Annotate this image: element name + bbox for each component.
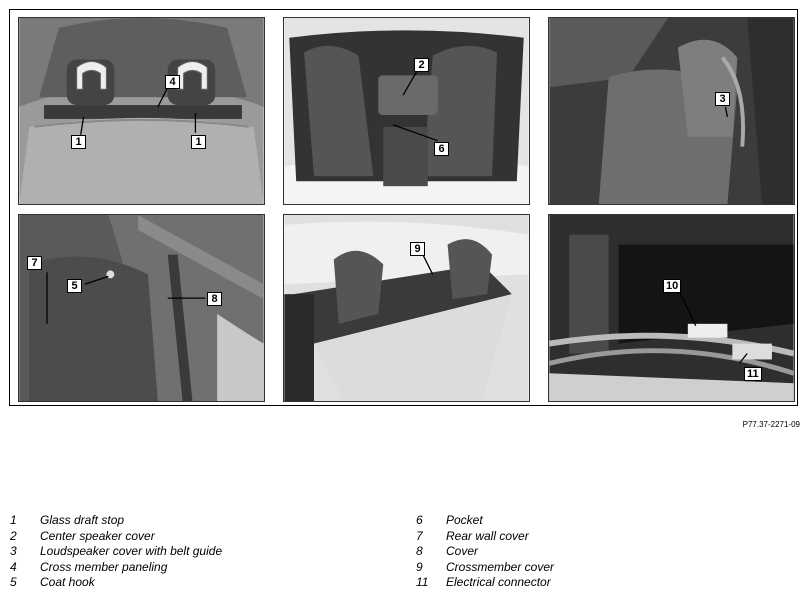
- callout-1b: 1: [191, 135, 206, 149]
- figure-reference: P77.37-2271-09: [742, 420, 800, 429]
- legend-right: [416, 513, 554, 591]
- callout-2: 2: [414, 58, 429, 72]
- photo-crossmember: [284, 215, 529, 401]
- photo-convertible-top-view: [19, 18, 264, 204]
- legend-item: 7 Rear wall cover: [416, 528, 529, 543]
- legend-item: 2 Center speaker cover: [10, 528, 155, 543]
- legend-item: 8 Cover: [416, 544, 479, 558]
- callout-9: 9: [410, 242, 425, 256]
- callout-5: 5: [67, 279, 82, 293]
- callout-1a: 1: [71, 135, 86, 149]
- callout-6: 6: [434, 142, 449, 156]
- photo-seats-rear-view: [284, 18, 529, 204]
- legend-item: 4 Cross member paneling: [10, 559, 168, 574]
- figure-frame: [9, 9, 798, 406]
- photo-seat-belt-guide: [549, 18, 794, 204]
- photo-rear-wall-cover: [19, 215, 264, 401]
- photo-panel-2: [283, 17, 530, 205]
- legend-item: 11 Electrical connector: [416, 575, 551, 589]
- callout-4: 4: [165, 75, 180, 89]
- legend-item: 1 Glass draft stop: [10, 513, 125, 527]
- callout-8: 8: [207, 292, 222, 306]
- legend-item: 9 Crossmember cover: [416, 559, 555, 574]
- callout-11: 11: [744, 367, 762, 381]
- photo-panel-4: [18, 214, 265, 402]
- legend-item: 3 Loudspeaker cover with belt guide: [10, 544, 223, 558]
- callout-3: 3: [715, 92, 730, 106]
- photo-panel-5: [283, 214, 530, 402]
- photo-panel-6: [548, 214, 795, 402]
- photo-panel-3: [548, 17, 795, 205]
- legend-left: [10, 513, 222, 591]
- legend-item: 5 Coat hook: [10, 575, 95, 589]
- callout-10: 10: [663, 279, 681, 293]
- photo-panel-1: [18, 17, 265, 205]
- callout-7: 7: [27, 256, 42, 270]
- legend-item: 6 Pocket: [416, 513, 483, 527]
